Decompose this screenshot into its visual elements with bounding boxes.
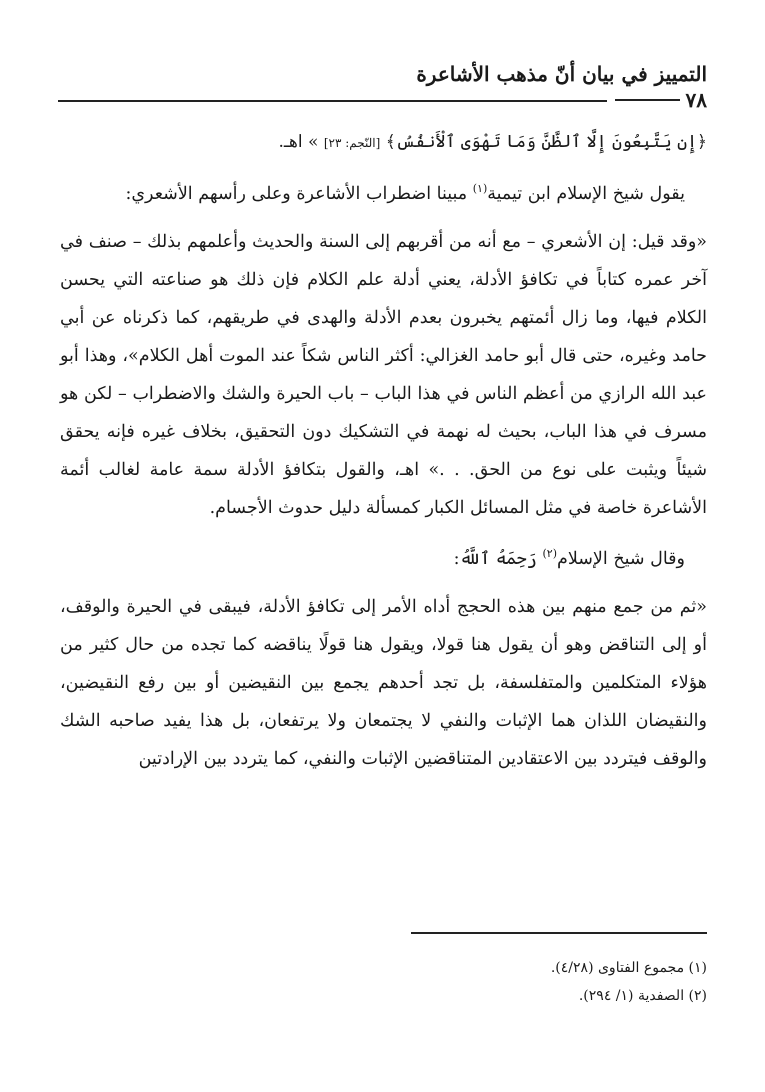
honorific: رَحِمَهُ ٱللَّهُ: [453,548,543,569]
footnote-ref-2[interactable]: (٢) [542,546,557,560]
verse-tail: » اهـ. [278,132,319,152]
paragraph-intro-text: يقول شيخ الإسلام ابن تيمية [487,183,685,204]
running-header-title: التمييز في بيان أنّ مذهب الأشاعرة [416,62,707,86]
paragraph-second [60,535,707,578]
quran-verse-line [60,123,707,162]
quote-2: «ثم من جمع منهم بين هذه الحجج أداه الأمر إلى تكافؤ الأدلة، فيبقى في الحيرة والوقف، أو إلى التناقض وهو أن يقول هنا قولا، ويقول هنا قولًا يناقضه كما تجده من حال كثير من هؤلاء المتكلمين والمتفلسفة، بل تجد أحدهم يجمع بين النقيضين أو بين رفع النقيضين، والنقيضان اللذان هما الإثبات والنفي لا يجتمعان ولا يرتفعان، بل هذا يفيد صاحبه الشك والوقف فيتردد بين الاعتقادين المتناقضين الإثبات والنفي، كما يتردد بين الإرادتين [60,596,708,769]
paragraph-intro-text-cont: مبينا اضطراب الأشاعرة وعلى رأسهم الأشعري: [125,183,473,204]
page-number: ٧٨ [685,88,707,112]
footnote-2: (٢) الصفدية (١/ ٢٩٤). [578,988,707,1004]
body-text [60,123,707,778]
page-number-block [615,88,707,112]
header-rule [58,100,607,102]
page-number-rule [615,99,680,101]
quran-verse: ﴿إِن يَتَّبِعُونَ إِلَّا ٱلظَّنَّ وَمَا تَهْوَى ٱلْأَنفُسُ﴾ [385,132,707,152]
footnote-ref-1[interactable]: (١) [472,182,488,195]
verse-reference: [النّجم: ٢٣] [323,136,381,150]
footnotes [551,954,707,1010]
paragraph-second-text: وقال شيخ الإسلام [556,548,685,569]
footnote-1: (١) مجموع الفتاوى (٤/٢٨). [550,960,707,976]
paragraph-intro [60,170,707,213]
quote-1: «وقد قيل: إن الأشعري – مع أنه من أقربهم إلى السنة والحديث وأعلمهم بذلك – صنف في آخر عمره كتاباً في تكافؤ الأدلة، يعني أدلة علم الكلام فإن ذلك هو صناعته التي يحسن الكلام فيها، وما زال أئمتهم يخبرون بعدم الأدلة والهدى في طريقهم، كما ذكرناه عن أبي حامد وغيره، حتى قال أبو حامد الغزالي: أكثر الناس شكاً عند الموت أهل الكلام»، وهذا أبو عبد الله الرازي من أعظم الناس في هذا الباب – باب الحيرة والشك والاضطراب – لكن هو مسرف في هذا الباب، بحيث له نهمة في التشكيك دون التحقيق، بخلاف غيره فإنه يحقق شيئاً ويثبت على نوع من الحق. . .» اهـ، والقول بتكافؤ الأدلة سمة عامة لغالب أئمة الأشاعرة خاصة في مثل المسائل الكبار كمسألة دليل حدوث الأجسام. [60,231,707,518]
footnote-rule [411,932,707,934]
